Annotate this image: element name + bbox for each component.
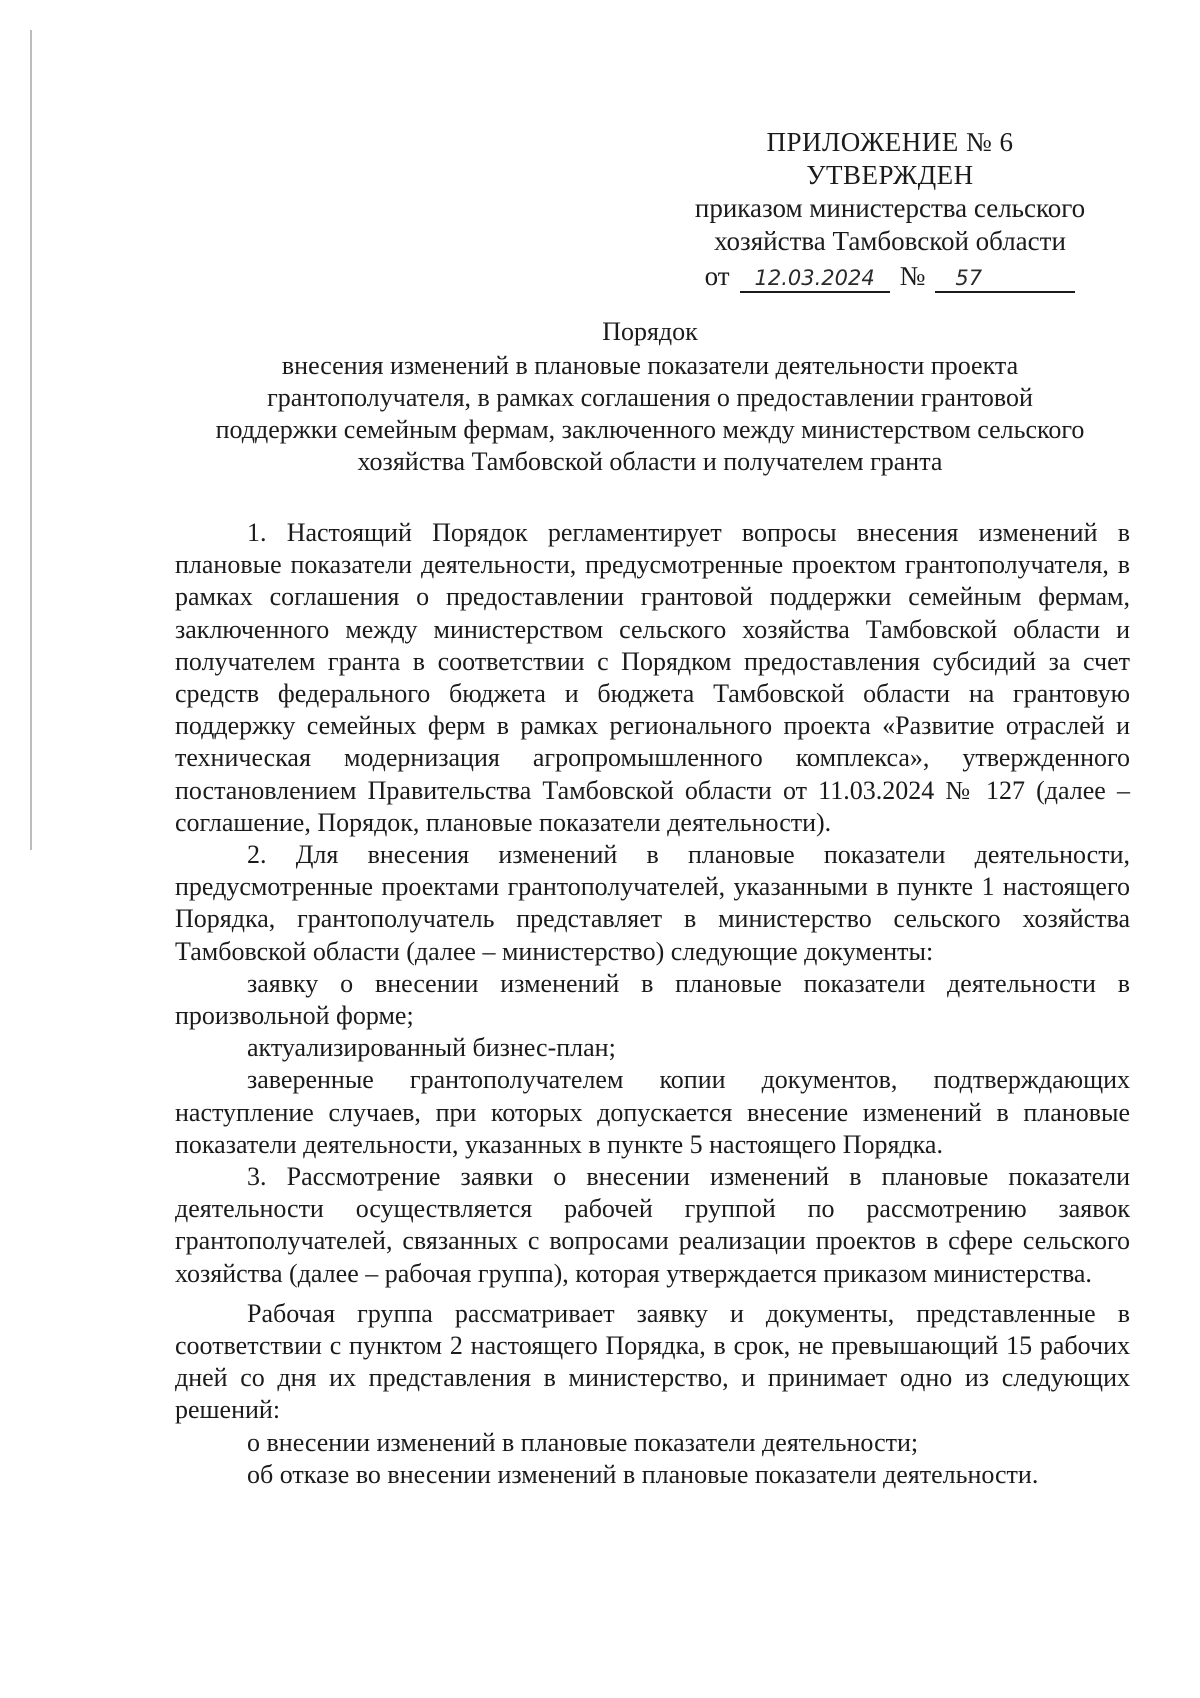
paragraph-2-item-1: заявку о внесении изменений в плановые показатели деятельности в произвольной форме; [175,968,1130,1031]
paragraph-3-continued: Рабочая группа рассматривает заявку и документы, представленные в соответствии с пунктом 2 настоящего Порядка, в срок, не превышающий 15 рабочих дней со дня их представления в министерство, и принимает одно из следующих решений: [175,1298,1130,1425]
order-number: 57 [935,265,1075,293]
paragraph-3: 3. Рассмотрение заявки о внесении изменений в плановые показатели деятельности осуществляется рабочей группой по рассмотрению заявок грантополучателей, связанных с вопросами реализации проектов в сфере сельского хозяйства (далее – рабочая группа), которая утверждается приказом министерства. [175,1162,1130,1288]
approved-label: УТВЕРЖДЕН [806,160,974,190]
document-body [175,517,1130,1491]
title-heading: Порядок [602,317,698,346]
title-line-1: внесения изменений в плановые показатели деятельности проекта [281,351,1019,380]
approval-block [660,126,1120,293]
order-line-1: приказом министерства сельского [694,193,1086,223]
order-date-number [660,260,1120,293]
order-line-2: хозяйства Тамбовской области [714,226,1066,256]
title-line-2: грантополучателя, в рамках соглашения о предоставлении грантовой [267,383,1033,412]
paragraph-1: 1. Настоящий Порядок регламентирует вопросы внесения изменений в плановые показатели деятельности, предусмотренные проектом грантополучателя, в рамках соглашения о предоставлении грантовой поддержки семейным фермам, заключенного между министерством сельского хозяйства Тамбовской области и получателем гранта в соответствии с Порядком предоставления субсидий за счет средств федерального бюджета и бюджета Тамбовской области на грантовую поддержку семейных ферм в рамках регионального проекта «Развитие отраслей и техническая модернизация агропромышленного комплекса», утвержденного постановлением Правительства Тамбовской области от 11.03.2024 № 127 (далее – соглашение, Порядок, плановые показатели деятельности). [175,518,1130,837]
document-title [170,316,1130,478]
paragraph-2: 2. Для внесения изменений в плановые показатели деятельности, предусмотренные проектами грантополучателей, указанными в пункте 1 настоящего Порядка, грантополучатель представляет в министерство сельского хозяйства Тамбовской области (далее – министерство) следующие документы: [175,840,1130,966]
order-date: 12.03.2024 [740,265,890,293]
decision-option-1: о внесении изменений в плановые показатели деятельности; [247,1427,919,1457]
appendix-label: ПРИЛОЖЕНИЕ № 6 [766,127,1014,157]
paragraph-2-item-2: актуализированный бизнес-план; [247,1033,616,1063]
paragraph-2-item-3: заверенные грантополучателем копии документов, подтверждающих наступление случаев, при которых допускается внесение изменений в плановые показатели деятельности, указанных в пункте 5 настоящего Порядка. [175,1065,1130,1159]
title-line-3: поддержки семейным фермам, заключенного между министерством сельского [215,415,1085,444]
number-label: № [899,261,926,291]
decision-option-2: об отказе во внесении изменений в плановые показатели деятельности. [247,1459,1039,1489]
title-line-4: хозяйства Тамбовской области и получателем гранта [357,447,943,476]
scan-edge-line [30,30,32,850]
from-label: от [704,261,730,291]
